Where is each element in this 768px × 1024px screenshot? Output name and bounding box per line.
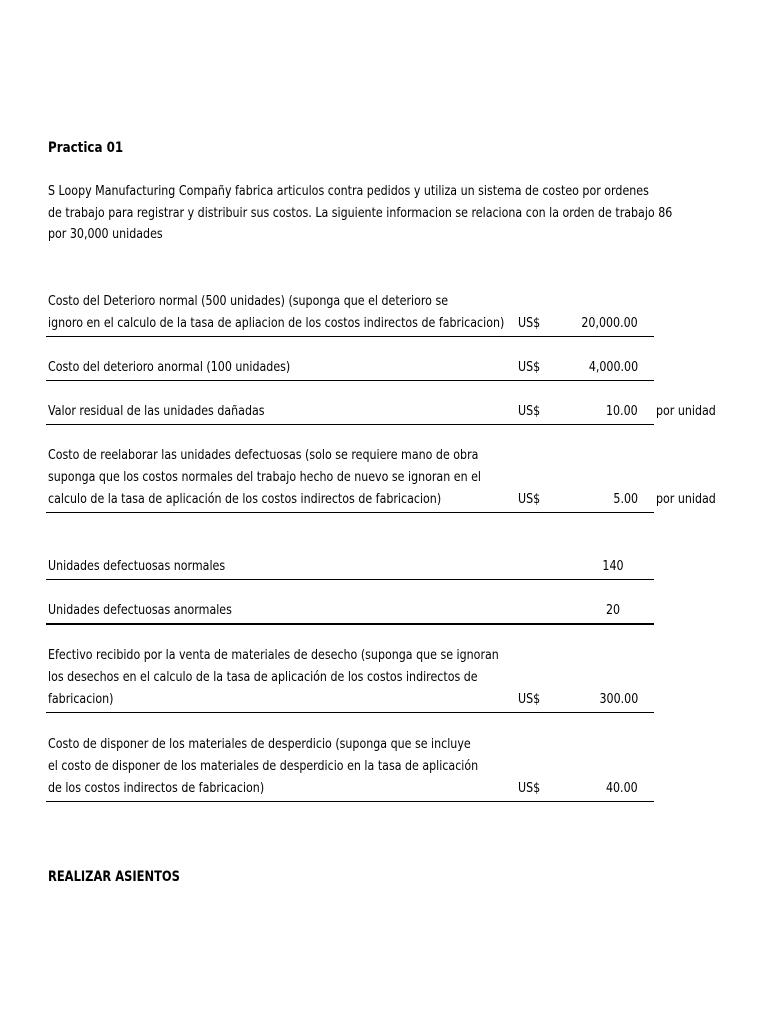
page-title: Practica 01 <box>48 140 124 156</box>
item-row-efectivo-desecho <box>46 644 654 713</box>
item-currency: US$ <box>518 359 541 375</box>
item-unit: por unidad <box>656 491 716 507</box>
item-amount: 20,000.00 <box>581 315 638 331</box>
intro-line: por 30,000 unidades <box>48 226 163 242</box>
item-amount: 5.00 <box>613 491 638 507</box>
item-amount: 20 <box>605 602 621 618</box>
item-description: Costo del Deterioro normal (500 unidades) (suponga que el deterioro se ignoro en el calculo de la tasa de apliacion de los costos indirectos de fabricacion) <box>48 293 505 331</box>
item-description: Unidades defectuosas anormales <box>48 602 232 618</box>
item-amount: 4,000.00 <box>588 359 638 375</box>
item-row-deterioro-anormal <box>46 355 654 381</box>
item-row-valor-residual <box>46 400 716 425</box>
item-currency: US$ <box>518 780 541 796</box>
item-row-defectuosas-normales <box>46 555 654 580</box>
item-description: Unidades defectuosas normales <box>48 558 226 574</box>
item-currency: US$ <box>518 491 541 507</box>
item-description: Valor residual de las unidades dañadas <box>48 403 265 419</box>
item-description: Costo de disponer de los materiales de desperdicio (suponga que se incluye el costo de disponer de los materiales de desperdicio en la tasa de aplicación de los costos indirectos de fabricacion) <box>48 736 479 796</box>
item-currency: US$ <box>518 691 541 707</box>
footer-instruction: REALIZAR ASIENTOS <box>48 869 180 885</box>
item-row-deterioro-normal <box>46 290 654 337</box>
item-row-reelaborar <box>46 444 716 513</box>
item-description: Costo de reelaborar las unidades defectuosas (solo se requiere mano de obra suponga que los costos normales del trabajo hecho de nuevo se ignoran en el calculo de la tasa de aplicación de los costos indirectos de fabricacion) <box>48 447 481 507</box>
item-currency: US$ <box>518 315 541 331</box>
item-amount: 140 <box>602 558 624 574</box>
item-amount: 10.00 <box>606 403 638 419</box>
intro-paragraph <box>48 181 672 246</box>
item-row-disponer-desperdicio <box>46 733 654 802</box>
item-amount: 300.00 <box>599 691 638 707</box>
item-description: Efectivo recibido por la venta de materiales de desecho (suponga que se ignoran los desechos en el calculo de la tasa de aplicación de los costos indirectos de fabricacion) <box>48 647 499 707</box>
intro-line: de trabajo para registrar y distribuir sus costos. La siguiente informacion se relaciona con la orden de trabajo 86 <box>48 204 673 221</box>
intro-line: S Loopy Manufacturing Compañy fabrica articulos contra pedidos y utiliza un sistema de costeo por ordenes <box>48 183 649 199</box>
item-currency: US$ <box>518 403 541 419</box>
item-unit: por unidad <box>656 403 716 419</box>
item-description: Costo del deterioro anormal (100 unidades) <box>48 359 291 375</box>
item-amount: 40.00 <box>606 780 638 796</box>
item-row-defectuosas-anormales <box>46 598 654 625</box>
